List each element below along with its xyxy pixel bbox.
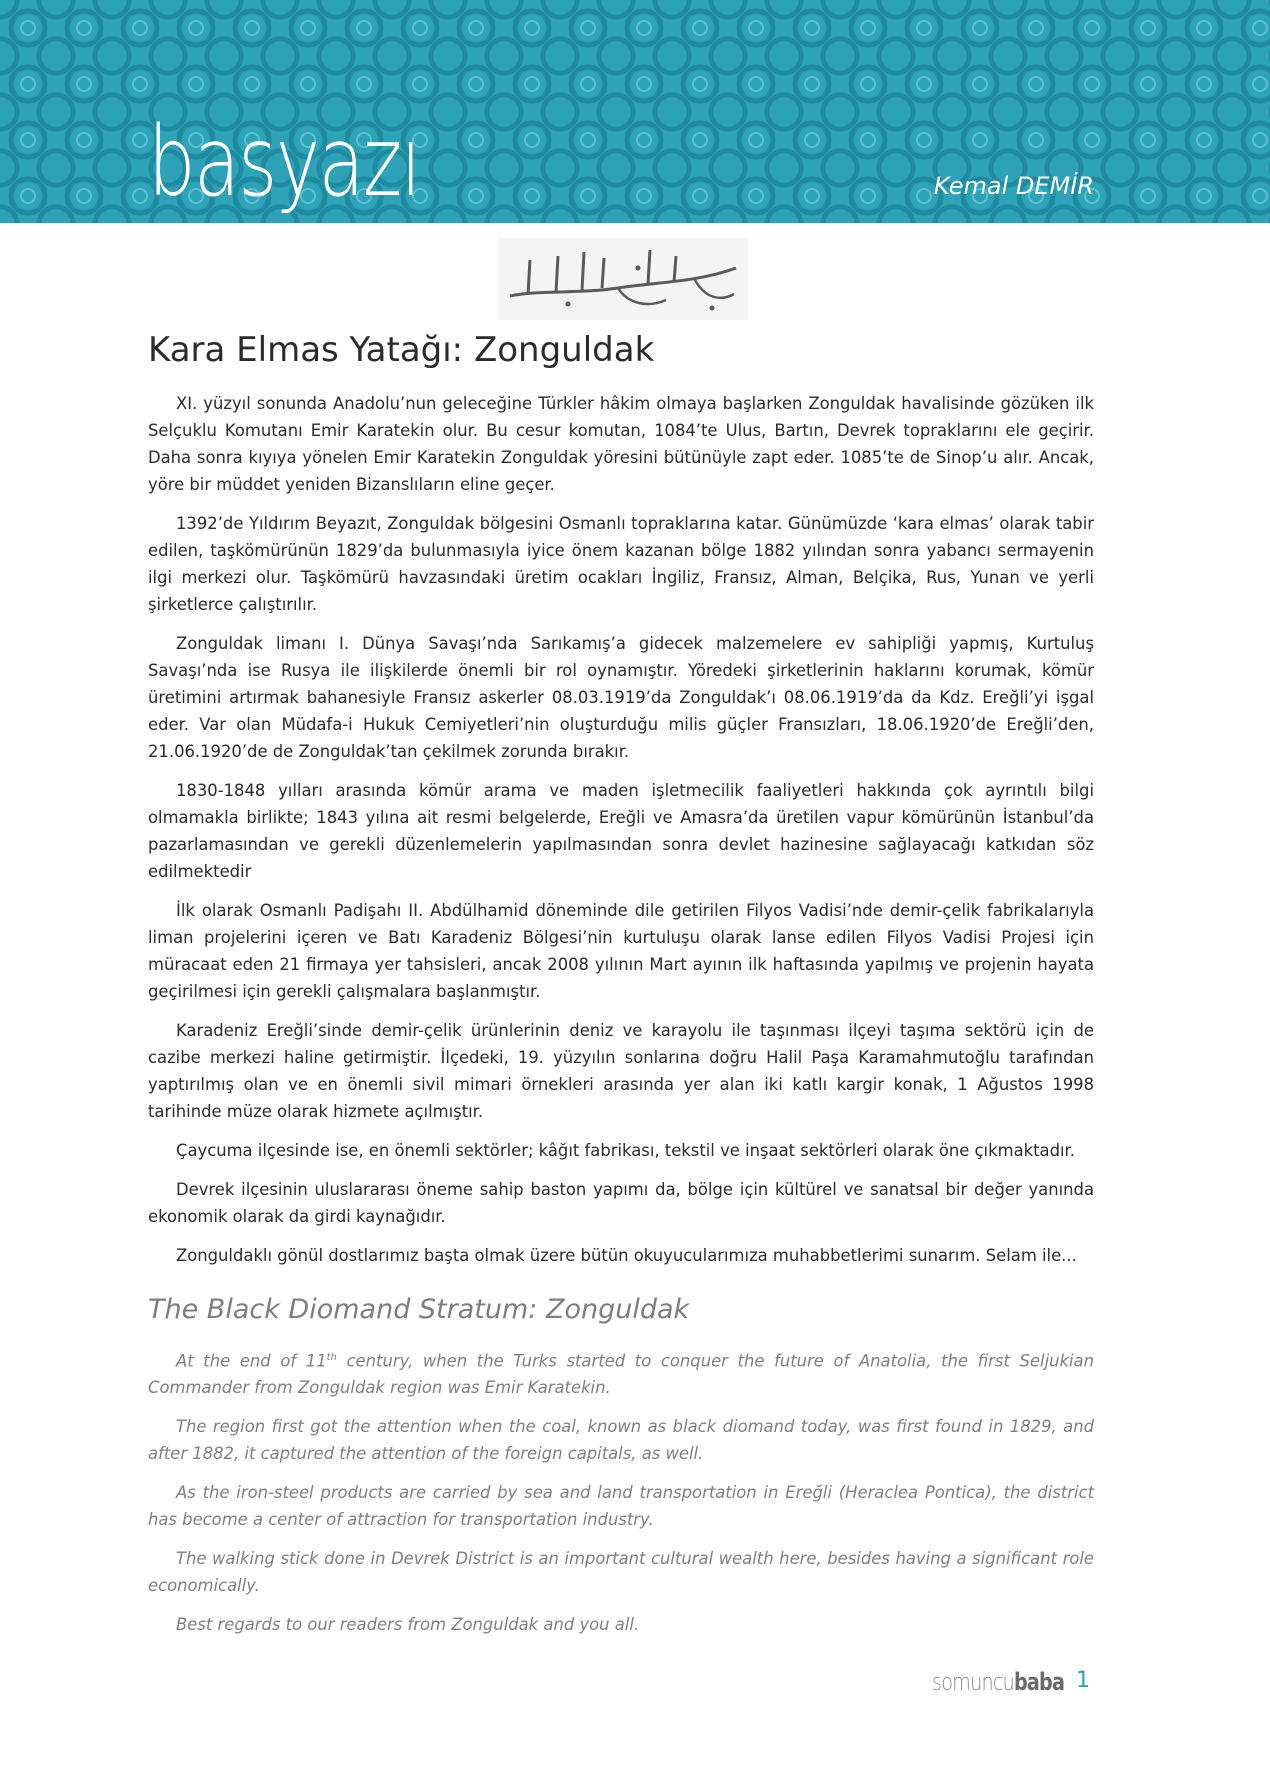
paragraph: Karadeniz Ereğli’sinde demir-çelik ürünlerinin deniz ve karayolu ile taşınması ilçeyi taşıma sektörü için de cazibe merkezi haline getirmiştir. İlçedeki, 19. yüzyılın sonlarına doğru Halil Paşa Karamahmutoğlu tarafından yaptırılmış olan ve en önemli sivil mimari örnekleri arasında yer alan iki katlı kargir konak, 1 Ağustos 1998 tarihinde müze olarak hizmete açılmıştır. (148, 1021, 1094, 1121)
paragraph: The walking stick done in Devrek District is an important cultural wealth here, besides having a significant role economically. (148, 1549, 1094, 1596)
brand-part-2: baba (1013, 1668, 1064, 1696)
brand-part-1: somuncu (931, 1668, 1014, 1696)
section-title: basyazı (148, 106, 420, 218)
basmala-calligraphy (498, 238, 748, 320)
paragraph: Best regards to our readers from Zonguldak and you all. (176, 1615, 640, 1635)
magazine-brand (932, 1668, 1064, 1696)
paragraph: İlk olarak Osmanlı Padişahı II. Abdülhamid döneminde dile getirilen Filyos Vadisi’nde demir-çelik fabrikalarıyla liman projelerini içeren ve Batı Karadeniz Bölgesi’nin kurtuluşu olarak lanse edilen Filyos Vadisi Projesi için müracaat eden 21 firmaya yer tahsisleri, ancak 2008 yılının Mart ayının ilk haftasında yapılmış ve projenin hayata geçirilmesi için gerekli çalışmalara başlanmıştır. (148, 901, 1094, 1001)
ordinal-suffix: th (326, 1352, 337, 1363)
paragraph: 1392’de Yıldırım Beyazıt, Zonguldak bölgesini Osmanlı topraklarına katar. Günümüzde ‘kara elmas’ olarak tabir edilen, taşkömürünün 1829’da bulunmasıyla iyice önem kazanan bölge 1882 yılından sonra yabancı sermayenin ilgi merkezi olur. Taşkömürü havzasındaki üretim ocakları İngiliz, Fransız, Alman, Belçika, Rus, Yunan ve yerli şirketlerce çalıştırılır. (148, 514, 1094, 614)
paragraph (148, 1344, 1094, 1401)
header-banner (0, 0, 1270, 223)
author-name: Kemal DEMİR (933, 172, 1094, 200)
paragraph: XI. yüzyıl sonunda Anadolu’nun geleceğine Türkler hâkim olmaya başlarken Zonguldak havalisinde gözüken ilk Selçuklu Komutanı Emir Karatekin olur. Bu cesur komutan, 1084’te Ulus, Bartın, Devrek topraklarını ele geçirir. Daha sonra kıyıya yönelen Emir Karatekin Zonguldak yöresini bütünüyle zapt eder. 1085’te de Sinop’u alır. Ancak, yöre bir müddet yeniden Bizanslıların eline geçer. (148, 394, 1094, 494)
paragraph: Devrek ilçesinin uluslararası öneme sahip baston yapımı da, bölge için kültürel ve sanatsal bir değer yanında ekonomik olarak da girdi kaynağıdır. (148, 1180, 1094, 1226)
paragraph: As the iron-steel products are carried by sea and land transportation in Ereğli (Heraclea Pontica), the district has become a center of attraction for transportation industry. (148, 1483, 1094, 1530)
article-body-turkish (148, 390, 1094, 1281)
paragraph: Zonguldak limanı I. Dünya Savaşı’nda Sarıkamış’a gidecek malzemelere ev sahipliği yapmış, Kurtuluş Savaşı’nda ise Rusya ile ilişkilerde önemli bir rol oynamıştır. Yöredeki şirketlerinin haklarını korumak, kömür üretimini artırmak bahanesiyle Fransız askerler 08.03.1919’da Zonguldak’ı 08.06.1919’da da Kdz. Ereğli’yi işgal eder. Var olan Müdafa-i Hukuk Cemiyetleri’nin oluşturduğu milis güçler Fransızları, 18.06.1920’de Ereğli’den, 21.06.1920’de de Zonguldak’tan çekilmek zorunda bırakır. (148, 634, 1094, 761)
paragraph: The region first got the attention when the coal, known as black diomand today, was first found in 1829, and after 1882, it captured the attention of the foreign capitals, as well. (148, 1417, 1094, 1464)
paragraph: Zonguldaklı gönül dostlarımız başta olmak üzere bütün okuyucularımıza muhabbetlerimi sunarım. Selam ile... (176, 1246, 1077, 1265)
paragraph-text-end: century, when the Turks started to conquer the future of Anatolia, the first Seljukian Commander from Zonguldak region was Emir Karatekin. (148, 1351, 1094, 1398)
paragraph: 1830-1848 yılları arasında kömür arama ve maden işletmecilik faaliyetleri hakkında çok ayrıntılı bilgi olmamakla birlikte; 1843 yılına ait resmi belgelerde, Ereğli ve Amasra’da üretilen vapur kömürünün İstanbul’da pazarlamasından ve gerekli düzenlemelerin yapılmasından sonra devlet hazinesine sağlayacağı katkıdan söz edilmektedir (148, 781, 1094, 881)
paragraph-text-start: At the end of 11 (176, 1351, 327, 1371)
article-title-english: The Black Diomand Stratum: Zonguldak (148, 1294, 690, 1325)
article-title-turkish: Kara Elmas Yatağı: Zonguldak (148, 330, 655, 370)
article-body-english (148, 1344, 1094, 1650)
page-number: 1 (1076, 1668, 1090, 1693)
paragraph: Çaycuma ilçesinde ise, en önemli sektörler; kâğıt fabrikası, tekstil ve inşaat sektörleri olarak öne çıkmaktadır. (176, 1141, 1075, 1160)
